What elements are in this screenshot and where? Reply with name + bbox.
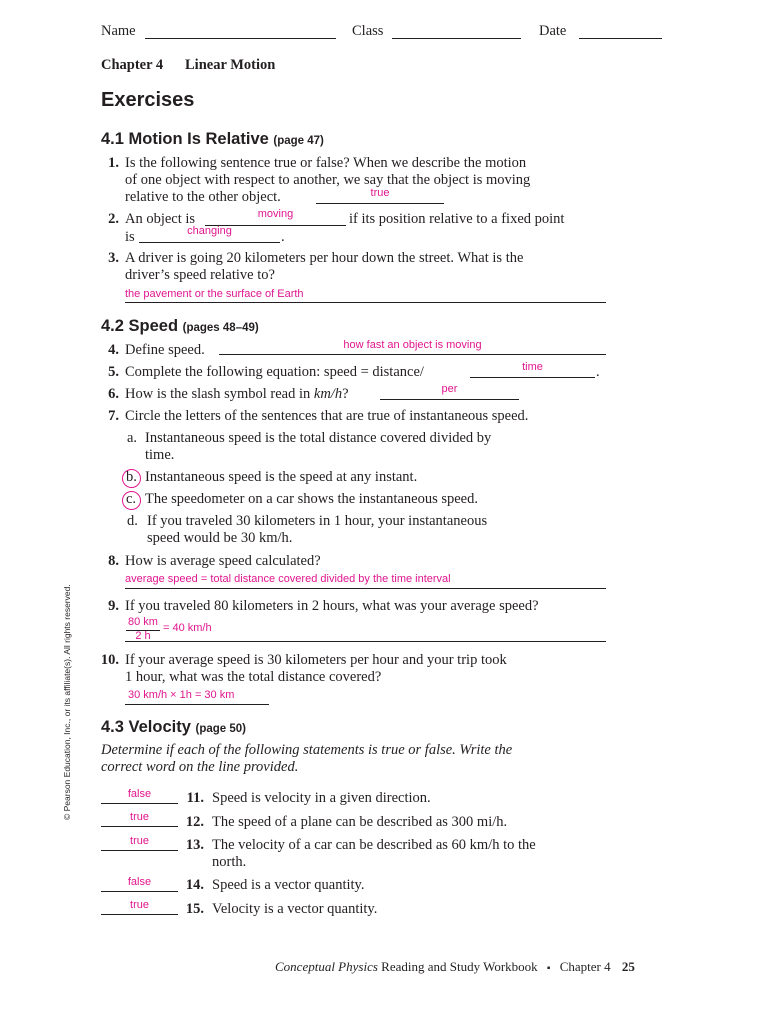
class-label: Class xyxy=(352,23,384,39)
tf-answer[interactable]: true xyxy=(130,835,149,847)
question-number: 5. xyxy=(108,364,119,380)
q7-option-c-letter[interactable]: c. xyxy=(126,491,137,507)
tf-answer-line xyxy=(101,826,178,827)
q1-answer-line xyxy=(316,203,444,204)
q6-text xyxy=(125,386,349,403)
q5-answer-line xyxy=(470,377,595,378)
q7-option-a-letter: a. xyxy=(127,430,138,446)
section-heading-4-2 xyxy=(101,317,259,336)
instructions-line1: Determine if each of the following statements is true or false. Write the xyxy=(101,742,513,758)
q4-text: Define speed. xyxy=(125,342,205,358)
q7-option-b-text: Instantaneous speed is the speed at any instant. xyxy=(145,469,418,485)
copyright-notice: © Pearson Education, Inc., or its affiliate(s). All rights reserved. xyxy=(62,584,72,820)
question-number: 13. xyxy=(185,837,204,853)
question-number: 4. xyxy=(108,342,119,358)
q2-text-b: if its position relative to a fixed point xyxy=(349,211,565,227)
tf-answer[interactable]: true xyxy=(130,899,149,911)
footer-book-rest: Reading and Study Workbook xyxy=(381,959,538,974)
page-number: 25 xyxy=(621,959,635,974)
name-label: Name xyxy=(101,23,136,39)
q6-unit: km/h xyxy=(313,386,343,402)
instructions-line2: correct word on the line provided. xyxy=(101,759,299,775)
q2-answer1[interactable]: moving xyxy=(257,208,294,220)
date-label: Date xyxy=(539,23,567,39)
footer-book-title: Conceptual Physics xyxy=(275,959,378,974)
q10-text-line1: If your average speed is 30 kilometers per hour and your trip took xyxy=(125,652,507,668)
q1-answer[interactable]: true xyxy=(370,187,390,199)
q9-result[interactable]: = 40 km/h xyxy=(163,622,212,634)
q9-answer-line xyxy=(125,641,606,642)
q3-answer-line xyxy=(125,302,606,303)
q3-text-line1: A driver is going 20 kilometers per hour down the street. What is the xyxy=(125,250,524,266)
page-footer xyxy=(275,959,635,975)
q8-answer-line xyxy=(125,588,606,589)
q8-text: How is average speed calculated? xyxy=(125,553,321,569)
question-number: 1. xyxy=(108,155,119,171)
tf-answer[interactable]: false xyxy=(127,876,152,888)
page-ref: (page 50) xyxy=(195,723,246,735)
tf-statement: Speed is velocity in a given direction. xyxy=(212,790,431,806)
q7-option-c-text: The speedometer on a car shows the instantaneous speed. xyxy=(145,491,478,507)
q2-text-c: is xyxy=(125,229,135,245)
question-number: 3. xyxy=(108,250,119,266)
tf-statement-continued: north. xyxy=(212,854,247,870)
question-number: 6. xyxy=(108,386,119,402)
question-number: 2. xyxy=(108,211,119,227)
q3-answer[interactable]: the pavement or the surface of Earth xyxy=(125,288,304,300)
tf-answer-line xyxy=(101,803,178,804)
q10-text-line2: 1 hour, what was the total distance covered? xyxy=(125,669,382,685)
question-number: 10. xyxy=(100,652,119,668)
tf-statement: The speed of a plane can be described as 300 mi/h. xyxy=(212,814,508,830)
q5-answer[interactable]: time xyxy=(522,361,543,373)
q6-qmark: ? xyxy=(342,386,349,402)
q2-answer2[interactable]: changing xyxy=(187,225,232,237)
question-number: 7. xyxy=(108,408,119,424)
q2-text-a: An object is xyxy=(125,211,196,227)
class-field-line[interactable] xyxy=(392,38,521,39)
tf-answer[interactable]: true xyxy=(130,811,149,823)
q7-option-d-letter: d. xyxy=(127,513,138,529)
footer-chapter: Chapter 4 xyxy=(559,959,611,974)
tf-answer-line xyxy=(101,850,178,851)
tf-statement: Velocity is a vector quantity. xyxy=(212,901,378,917)
question-number: 8. xyxy=(108,553,119,569)
q7-option-d-line1: If you traveled 30 kilometers in 1 hour, your instantaneous xyxy=(147,513,488,529)
question-number: 14. xyxy=(185,877,204,893)
q3-text-line2: driver’s speed relative to? xyxy=(125,267,275,283)
question-number: 12. xyxy=(185,814,204,830)
q10-answer[interactable]: 30 km/h × 1h = 30 km xyxy=(128,689,235,701)
name-field-line[interactable] xyxy=(145,38,336,39)
date-field-line[interactable] xyxy=(579,38,662,39)
q2-answer2-line xyxy=(139,242,280,243)
question-number: 9. xyxy=(108,598,119,614)
q8-answer[interactable]: average speed = total distance covered divided by the time interval xyxy=(125,573,451,585)
question-number: 11. xyxy=(186,790,204,806)
tf-statement: The velocity of a car can be described as 60 km/h to the xyxy=(212,837,536,853)
q9-text: If you traveled 80 kilometers in 2 hours, what was your average speed? xyxy=(125,598,539,614)
q4-answer-line xyxy=(219,354,606,355)
section-heading-4-3 xyxy=(101,718,246,737)
chapter-number: Chapter 4 xyxy=(101,57,164,73)
q4-answer[interactable]: how fast an object is moving xyxy=(343,339,482,351)
q2-end: . xyxy=(281,229,285,245)
q7-option-a-line2: time. xyxy=(145,447,175,463)
tf-answer-line xyxy=(101,891,178,892)
tf-statement: Speed is a vector quantity. xyxy=(212,877,365,893)
chapter-title: Linear Motion xyxy=(185,57,276,73)
section-title: 4.3 Velocity xyxy=(101,718,191,736)
q6-answer[interactable]: per xyxy=(441,383,458,395)
section-heading-4-1 xyxy=(101,130,324,149)
q7-option-b-letter[interactable]: b. xyxy=(126,469,137,485)
q7-option-d-line2: speed would be 30 km/h. xyxy=(147,530,293,546)
q1-text-line2: of one object with respect to another, we say that the object is moving xyxy=(125,172,531,188)
q1-text-line3: relative to the other object. xyxy=(125,189,281,205)
q5-text: Complete the following equation: speed = distance/ xyxy=(125,364,424,380)
q6-text-main: How is the slash symbol read in xyxy=(125,386,311,402)
page-ref: (page 47) xyxy=(273,135,324,147)
page-title: Exercises xyxy=(101,89,195,111)
page-ref: (pages 48–49) xyxy=(182,322,259,334)
q7-option-a-line1: Instantaneous speed is the total distance covered divided by xyxy=(145,430,492,446)
footer-bullet: ▪ xyxy=(546,963,551,974)
q7-text: Circle the letters of the sentences that are true of instantaneous speed. xyxy=(125,408,529,424)
q1-text-line1: Is the following sentence true or false? When we describe the motion xyxy=(125,155,527,171)
q9-fraction-numerator[interactable]: 80 km xyxy=(128,616,158,628)
q9-fraction-denominator[interactable]: 2 h xyxy=(135,630,151,642)
q10-answer-line xyxy=(125,704,269,705)
tf-answer-line xyxy=(101,914,178,915)
tf-answer[interactable]: false xyxy=(127,788,152,800)
section-title: 4.1 Motion Is Relative xyxy=(101,130,269,148)
q6-answer-line xyxy=(380,399,519,400)
q5-end: . xyxy=(596,364,600,380)
question-number: 15. xyxy=(185,901,204,917)
section-title: 4.2 Speed xyxy=(101,317,179,335)
